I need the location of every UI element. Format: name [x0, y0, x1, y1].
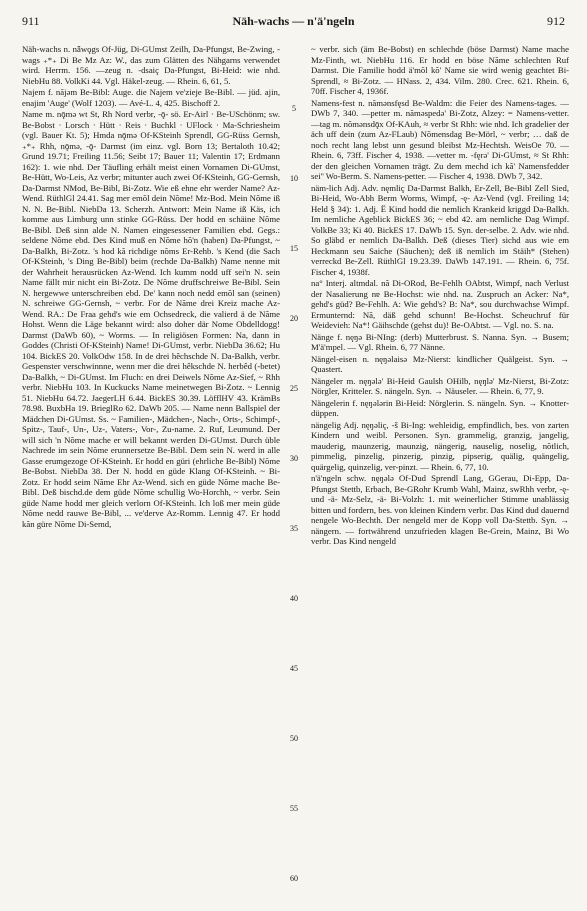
- line-number: 60: [290, 874, 298, 883]
- line-number: 45: [290, 664, 298, 673]
- line-number: 30: [290, 454, 298, 463]
- line-number: 20: [290, 314, 298, 323]
- line-number: 55: [290, 804, 298, 813]
- dictionary-entry: nängelig Adj. nęŋǝliç, -š Bi-Ing: wehleidig, empfindlich, bes. von zarten Kindern und weibl. Personen. Syn. grammelig, granzig, jangelig, mauderig, maunzerig, maunzig, nängerig, nauselig, noselig, nõtlich, pimmelig, pinzelig, pinzerig, pinzig, pipserig, quälig, quängelig, quärgelig, quinzelig, ver-pinzt. — Rhein. 6, 77, 10.: [311, 419, 569, 472]
- dictionary-entry: n'ä'ngeln schw. nęŋǝlǝ Of-Dud Sprendl Lang, GGerau, Di-Epp, Da-Pfungst Stettb, Erbach, Be-GRohr Krumb Wahl, Mainz, swRhh verbr, -ę- und -ä- Mz-Selz, -ä- Bi-Volzh: 1. mit weinerlicher Stimme unablässig bitten und fordern, bes. von kleinen Kindern verbr. Das Kind dud dauernd nengele Wo-Bechth. Der nengeld mer de Kopp voll Da-Stettb. Syn. → nängern. — fortwährend unzufrieden klagen Be-Grein, Mainz, Bi Wo verbr. Das Kind nengeld: [311, 473, 569, 546]
- dictionary-entry: Nängel-eisen n. nęŋǝlaisǝ Mz-Nierst: kindlicher Quälgeist. Syn. → Quastert.: [311, 353, 569, 374]
- dictionary-entry: Nänge f. nęŋǝ Bi-NIng: (derb) Mutterbrust. S. Nanna. Syn. → Busem; M'ä'mpel. — Vgl. Rhein. 6, 77 Nänne.: [311, 331, 569, 352]
- dictionary-entry: ~ verbr. sich (äm Be-Bobst) en schlechde (böse Darmst) Name mache Mz-Finth, wt. NiebHu 116. Er hodd en böse Nãme schlechten Ruf Darmst. Die Familie hodd ä'mõl kõ' Name sie wird wenig geachtet Bi-Sprendl, ≈ Bi-Zotz. — HNass. 2, 434. Vilm. 280. Crec. 621. Rhein. 6, 70ff. Fischer 4, 1936f.: [311, 44, 569, 96]
- dictionary-entry: Nängelerin f. nęŋǝlǝrin Bi-Heid: Nörglerin. S. nängeln. Syn. → Knotter-düppen.: [311, 397, 569, 418]
- page-number-right: 912: [547, 14, 565, 28]
- running-title: Näh-wachs — n'ä'ngeln: [232, 14, 355, 28]
- dictionary-entry: Name m. nǭmǝ wt St, Rh Nord verbr, -ǭ- sö. Er-Airl · Be-USchönm; sw. Be-Bobst · Lorsch · Hütt · Reis · Buchkl · UFlock · Ma-Schriesheim (vgl. Bauer Kt. 5); Hmda nǭmǝ Of-KSteinh Sprendl, GG-Rüss Gernsh, ₊*₊ Rhh, nǭmǝ, -ǭ- Darmst (im einz. vgl. Born 13; Bertaloth 10.42; Grund 19.71; Freiling 11.56; Seibt 17; Bauer 11; Valentin 17; Erdmann 162): 1. wie nhd. Der Täufling erhält meist einen Vornamen Di-GUmst, Be-Hütt, Wo-Leis, Az verbr; mitunter auch zwei Of-KSteinh, GG-Gernsh, Da-Darmst NMod, Be-Bibl, Bi-Zotz. Wie eß ehne ehr werder Name? Az-Wend. RüthlGl 24.41. Sag mer emõl dein Nõme! Mz-Bod. Mein Nõme iß N. N. Be-Bibl. NiebDa 13. Scherzh. Antwort: Mein Name iß Käs, ich komme aus Limburg unn stinke GG-Rüss. Der hodd en schäine Nõme Be-Bibl. Deß sinn alde N. Namen eingesessener Familien ebd. Gegs.: seldene Nõme ebd. Des Kind muß en Nõme hõ'n (haben) Da-Pfungst, ~ Da-Balkh, Bi-Zotz. 's hod kã richdige nõms Er-Rehb. 's Kend (die Sach Of-KSteinh, 's Ding Be-Bibl) beim (rechde Da-Balkh) Name nenne mit der Wahrheit herausrücken Az-Wend. Ich kumm nodd uff sei'n N. sein Name fällt mir nicht ein Bi-Zotz. De Nõme druffschreiwe Be-Bibl. Sein N. hergewwe unterschreiben ebd. De' kann noch nedd emõl san (seinen) N. schreiwe GG-Gernsh, ~ verbr. For de Nãme drei Kreiz mache Az-Wend. RA.: De Fraa gehd's wie em Ochsedreck, die valierd ä de Nãme Hohst. Wenn die Läge bekannt wird: also doher där Nome Obdelldogg! Darmst (DaWb 60), ~ Worms. — In religiösen Formen: Na, dann in Goddes (Christi Of-KSteinh) Name! Di-GUmst, verbr. NiebDa 36.62; Hu 104. BickES 20. VolkOdw 158. In de drei hêchschde N. Da-Balkh, verbr. Gespenster verschwinnne, wenn mer die drei hêkschde N. herbêd (-betet) Da-Balkh, ~ Di-GUmst. Im Fluch: en drei Deiwels Nõme Az-Sief, ~ Rhh verbr. NiebHu 103. In Kuckucks Name meinetwegen Bi-Zotz. ~ Lennig 51. NiebHu 64.72. JaegerLH 6.44. BickES 30.39. LöfflHV 43. KrämBs 78.98. BuxbHa 19. BrieglRo 62. DaWb 205. — Name nenn Ballspiel der Mädchen Di-GUmst. Ss. ~ Familien-, Mädchen-, Nach-, Orts-, Schimpf-, Spitz-, Tauf-, Un-, Uz-, Vaters-, Vor-, Zu-name. 2. Ruf, Leumund. Der will sich 'n Nõme mache er will bekannt werden Di-GUmst. Durch üble Nachrede im sein Nõme erunnersetze Be-Bibl. Dem sein N. werd in alle Gasse erumgezoge Of-KSteinh. Er hodd en güri (ehrliche Be-Bibl) Nõme Be-Bobst. NiebDa 38. Der N. hodd en güde Klang Of-KSteinh. ~ Bi-Zotz. Er hodd seim Nãme Ehr Az-Wend. sich en güde Nõme mache Be-Bibl. Deß bischd.de dem güde Nõme schullig Wo-Horchh, ~ verbr. Sein güde Name hodd mer gleich verlorn Of-KSteinh. Ich loß mer mein güde Nõme nedd rauwe Be-Bibl, ... ve'derve Az-Romm. Lennig 47. Er hodd kãn güre Nõme Di-Semd,: [22, 109, 280, 529]
- line-number: 40: [290, 594, 298, 603]
- left-column: [22, 44, 280, 900]
- dictionary-entry: Näh-wachs n. nǟwǫgs Of-Jüg, Di-GUmst Zeilh, Da-Pfungst, Be-Zwing, -wags ₊*₊ Di Be Mz Az: W., das zum Glätten des Nähgarns verwendet wird. Herrm. 156. —zeug n. -dsaiç Da-Pfungst, Bi-Heid: wie nhd. NiebHu 88. VolkKi 44. Vgl. Häkel-zeug. — Rhein. 6, 61, 5.: [22, 44, 280, 86]
- dictionary-entry: na° Interj. altmdal. nã Di-ORod, Be-Fehlh OAbtst, Wimpf, nach Verlust der Nasalierung nɐ Be-Hochst: wie nhd. na. Zuspruch an Acker: Na*, gehd's güd? Be-Fehlh. A: Wie gehd's? B: Na*, sou durchwachse Wimpf. Ermunternd: Nã, däß gehd schunn! Be-Hochst. Scheuchruf für Weideviеh: Na*! Gäihschde (gehst du)! Be-OAbtst. — Vgl. no. S. na.: [311, 278, 569, 330]
- line-number: 15: [290, 244, 298, 253]
- dictionary-entry: Najem f. nājǝm Be-Bibl: Auge. die Najem ve'zieje Be-Bibl. — jüd. ajin, enajim 'Auge' (Wolf 1203). — Avé-L. 4, 425. Bischoff 2.: [22, 87, 280, 108]
- line-number: 25: [290, 384, 298, 393]
- right-column: [311, 44, 569, 900]
- line-number-gutter: [282, 44, 306, 900]
- dictionary-entry: näm-lich Adj. Adv. nęmliç Da-Darmst Balkh, Er-Zell, Be-Bibl Zell Sied, Bi-Heid, Wo-Abh Berm Worms, Wimpf, -ę- Az-Vend (vgl. Freiling 14; Held § 34): 1. Adj. Ë Kind hodd die nemlich Krankeid kriggd Da-Balkh. Im nemliche Ageblick BickES 36; ~ ebd 42. am nemliche Dag Wimpf. VolkBe 33; Ki 40. BickES 17. DaWb 15. Syn. der-selbe. 2. Adv. wie nhd. So gläbd er nemlich Da-Balkh. Deß (dieses Tier) sichd aus wie em Heckmann seu Saiche (Säuchen); deß iß nemlich im Stäih* (Stehen) verreckd Be-Zell. RüthlGl 19.23.39. DaWb 147.191. — Rhein. 6, 75f. Fischer 4, 1938f.: [311, 182, 569, 277]
- dictionary-entry: Namens-fest n. nãmǝnsfęsd Be-Waldm: die Feier des Namens-tages. — DWb 7, 340. —petter m. nãmǝspedǝ' Bi-Zotz, Alzey: = Namens-vetter. —tag m. nõmǝnsdǭx Of-KAuh, ≈ verbr St Rhh: wie nhd. Ich gradelier der äch uff dein (zum Az-FLaub) Nõmensdag Be-Mörl, ~ verbr; … daß de noch recht lang lebst unn gesund bleibst Mz-Hechtsh. WeisOe 70. — Rhein. 6, 73ff. Fischer 4, 1938. —vetter m. -fęrǝ' Di-GUmst, ≈ St Rhh: der den gleichen Vornamen trägt. Zu dem mechd ich kã' Namensfedder sei'' Wo-Berm. S. Namens-petter. — Fischer 4, 1938. DWb 7, 342.: [311, 97, 569, 181]
- line-number: 5: [292, 104, 296, 113]
- page-number-left: 911: [22, 14, 40, 28]
- page-header: [22, 14, 565, 30]
- line-number: 35: [290, 524, 298, 533]
- line-number: 10: [290, 174, 298, 183]
- line-number: 50: [290, 734, 298, 743]
- dictionary-entry: Nängeler m. nęŋǝlǝ' Bi-Heid Gaulsh OHilb, nęŋlǝ' Mz-Nierst, Bi-Zotz: Nörgler, Kritteler. S. nängeln. Syn. → Näuseler. — Rhein. 6, 77, 9.: [311, 375, 569, 396]
